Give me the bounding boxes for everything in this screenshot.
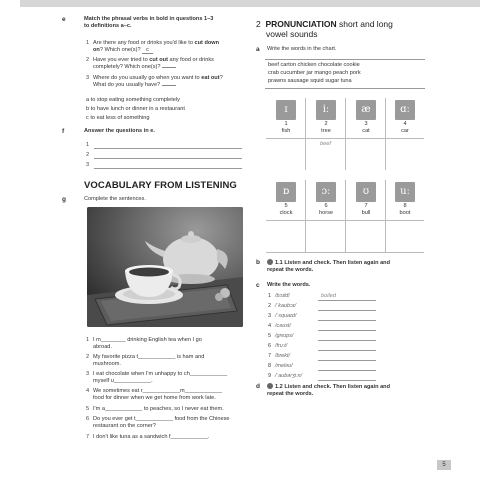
teapot-and-cup-image xyxy=(87,207,243,327)
answer-number: 2 xyxy=(86,152,90,158)
sentence-number: 2 xyxy=(86,354,90,360)
word-box-top-border xyxy=(265,59,425,60)
exercise-g-instruction: Complete the sentences. xyxy=(84,196,146,202)
exercise-f-letter: f xyxy=(62,128,65,135)
question-text: Are there any food or drinks you'd like to cut down on? Which one(s)? c xyxy=(93,40,220,53)
sound-word: car xyxy=(401,128,409,134)
definition-c: c to eat less of something xyxy=(86,115,150,121)
sentence-text: My favorite pizza t____________ is ham and mushroom. xyxy=(93,354,205,367)
question-number: 1 xyxy=(86,40,90,46)
definition-b: b to have lunch or dinner in a restaurant xyxy=(86,106,185,112)
exercise-b-instruction: 1.1 Listen and check. Then listen again and repeat the words. xyxy=(267,260,391,273)
sound-number: 2 xyxy=(324,121,328,127)
example-answer: beef xyxy=(320,141,331,147)
sound-word: clock xyxy=(279,210,293,216)
vocabulary-heading: VOCABULARY FROM LISTENING xyxy=(84,180,237,191)
audio-icon[interactable] xyxy=(267,259,273,265)
sound-chart-bottom xyxy=(266,180,424,252)
sentence-number: 3 xyxy=(86,371,90,377)
item-number: 6 xyxy=(268,343,272,349)
phonetic-text: /meləʊ/ xyxy=(275,363,293,369)
answer-line[interactable] xyxy=(94,148,242,149)
boot-icon: uː xyxy=(395,182,415,202)
answer-blank[interactable] xyxy=(162,85,176,86)
example-answer: boiled xyxy=(321,293,336,299)
sentence-number: 4 xyxy=(86,388,90,394)
answer-blank[interactable]: c xyxy=(142,47,153,54)
answer-line[interactable] xyxy=(318,380,376,381)
item-number: 5 xyxy=(268,333,272,339)
answer-line[interactable] xyxy=(94,158,242,159)
chart-answer-cell[interactable] xyxy=(266,139,306,170)
horse-icon: ɔː xyxy=(316,182,336,202)
top-bar xyxy=(20,0,480,7)
chart-answer-cell[interactable] xyxy=(306,221,346,253)
exercise-c-instruction: Write the words. xyxy=(267,282,311,288)
sound-number: 5 xyxy=(284,203,288,209)
sound-word: cat xyxy=(362,128,370,134)
sentence-text: I don't like tuna as a sandwich f____________. xyxy=(93,434,210,440)
tree-icon: iː xyxy=(316,100,336,120)
sound-word: bull xyxy=(361,210,371,216)
sound-word: boot xyxy=(399,210,411,216)
sentence-number: 7 xyxy=(86,434,90,440)
tea-photo xyxy=(87,207,243,327)
phonetic-text: /ˈsquaɪd/ xyxy=(275,313,297,319)
answer-line[interactable] xyxy=(318,340,376,341)
sound-word: horse xyxy=(319,210,333,216)
sound-word: tree xyxy=(321,128,331,134)
word-box-line: crab cucumber jar mango peach pork xyxy=(268,70,361,76)
answer-blank[interactable] xyxy=(162,67,176,68)
item-number: 9 xyxy=(268,373,272,379)
sound-chart-top xyxy=(266,98,424,170)
word-box-line: beef carton chicken chocolate cookie xyxy=(268,62,360,68)
phonetic-text: /ˈaubərʒiːn/ xyxy=(275,373,302,379)
answer-line[interactable] xyxy=(318,300,376,301)
exercise-e-letter: e xyxy=(62,16,66,23)
phonetic-text: /greɪps/ xyxy=(275,333,294,339)
car-icon: ɑː xyxy=(395,100,415,120)
exercise-a-letter: a xyxy=(256,46,260,53)
exercise-e-instruction: Match the phrasal verbs in bold in questions 1–3 to definitions a–c. xyxy=(84,16,214,29)
page-number: 5 xyxy=(437,460,451,470)
exercise-b-letter: b xyxy=(256,259,260,266)
sentence-number: 6 xyxy=(86,416,90,422)
chart-answer-cell[interactable] xyxy=(386,139,424,170)
sentence-text: I eat chocolate when I'm unhappy to ch____________ myself u____________. xyxy=(93,371,228,384)
sentence-text: I m________ drinking English tea when I go abroad. xyxy=(93,337,202,350)
exercise-f-instruction: Answer the questions in e. xyxy=(84,128,155,134)
chart-answer-cell[interactable] xyxy=(386,221,424,253)
phonetic-text: /bɔɪld/ xyxy=(275,293,290,299)
phonetic-text: /fruːt/ xyxy=(275,343,288,349)
answer-line[interactable] xyxy=(318,360,376,361)
answer-number: 3 xyxy=(86,162,90,168)
word-box-bottom-border xyxy=(265,88,425,89)
exercise-c-letter: c xyxy=(256,282,260,289)
clock-icon: ɒ xyxy=(276,182,296,202)
answer-line[interactable] xyxy=(318,350,376,351)
chart-answer-cell[interactable] xyxy=(266,221,306,253)
item-number: 1 xyxy=(268,293,272,299)
item-number: 8 xyxy=(268,363,272,369)
question-text: Have you ever tried to cut out any food or drinks completely? Which one(s)? xyxy=(93,57,214,70)
sound-number: 7 xyxy=(364,203,368,209)
phonetic-text: /ˈkaʊbɔɪ/ xyxy=(275,303,297,309)
item-number: 4 xyxy=(268,323,272,329)
sound-number: 3 xyxy=(364,121,368,127)
answer-number: 1 xyxy=(86,142,90,148)
question-number: 2 xyxy=(86,57,90,63)
phonetic-text: /brekt/ xyxy=(275,353,290,359)
bull-icon: ʊ xyxy=(356,182,376,202)
exercise-d-letter: d xyxy=(256,383,260,390)
answer-line[interactable] xyxy=(318,310,376,311)
audio-icon[interactable] xyxy=(267,383,273,389)
fish-icon: ɪ xyxy=(276,100,296,120)
phonetic-text: /cəʊst/ xyxy=(275,323,291,329)
item-number: 7 xyxy=(268,353,272,359)
cat-icon: æ xyxy=(356,100,376,120)
chart-answer-cell[interactable] xyxy=(346,221,386,253)
sound-word: fish xyxy=(281,128,291,134)
sound-number: 4 xyxy=(403,121,407,127)
sound-number: 8 xyxy=(403,203,407,209)
sentence-text: Do you ever get t____________ food from the Chinese restaurant on the corner? xyxy=(93,416,230,429)
sound-number: 6 xyxy=(324,203,328,209)
exercise-d-instruction: 1.2 Listen and check. Then listen again and repeat the words. xyxy=(267,384,391,397)
answer-line[interactable] xyxy=(318,320,376,321)
answer-line[interactable] xyxy=(94,168,242,169)
answer-line[interactable] xyxy=(318,330,376,331)
answer-line[interactable] xyxy=(318,370,376,371)
sound-number: 1 xyxy=(284,121,288,127)
question-text: Where do you usually go when you want to eat out? What do you usually have? xyxy=(93,75,223,88)
pronunciation-heading: 2 PRONUNCIATION short and long vowel sounds xyxy=(256,19,393,39)
word-box-line: prawns sausage squid sugar tuna xyxy=(268,78,352,84)
chart-answer-cell[interactable] xyxy=(346,139,386,170)
sentence-text: I'm a____________ to peaches, so I never eat them. xyxy=(93,406,224,412)
definition-a: a to stop eating something completely xyxy=(86,97,180,103)
sentence-number: 5 xyxy=(86,406,90,412)
sentence-text: We sometimes eat r____________m____________ food for dinner when we get home from work late. xyxy=(93,388,222,401)
sentence-number: 1 xyxy=(86,337,90,343)
question-number: 3 xyxy=(86,75,90,81)
item-number: 2 xyxy=(268,303,272,309)
item-number: 3 xyxy=(268,313,272,319)
exercise-a-instruction: Write the words in the chart. xyxy=(267,46,337,52)
exercise-g-letter: g xyxy=(62,196,66,203)
